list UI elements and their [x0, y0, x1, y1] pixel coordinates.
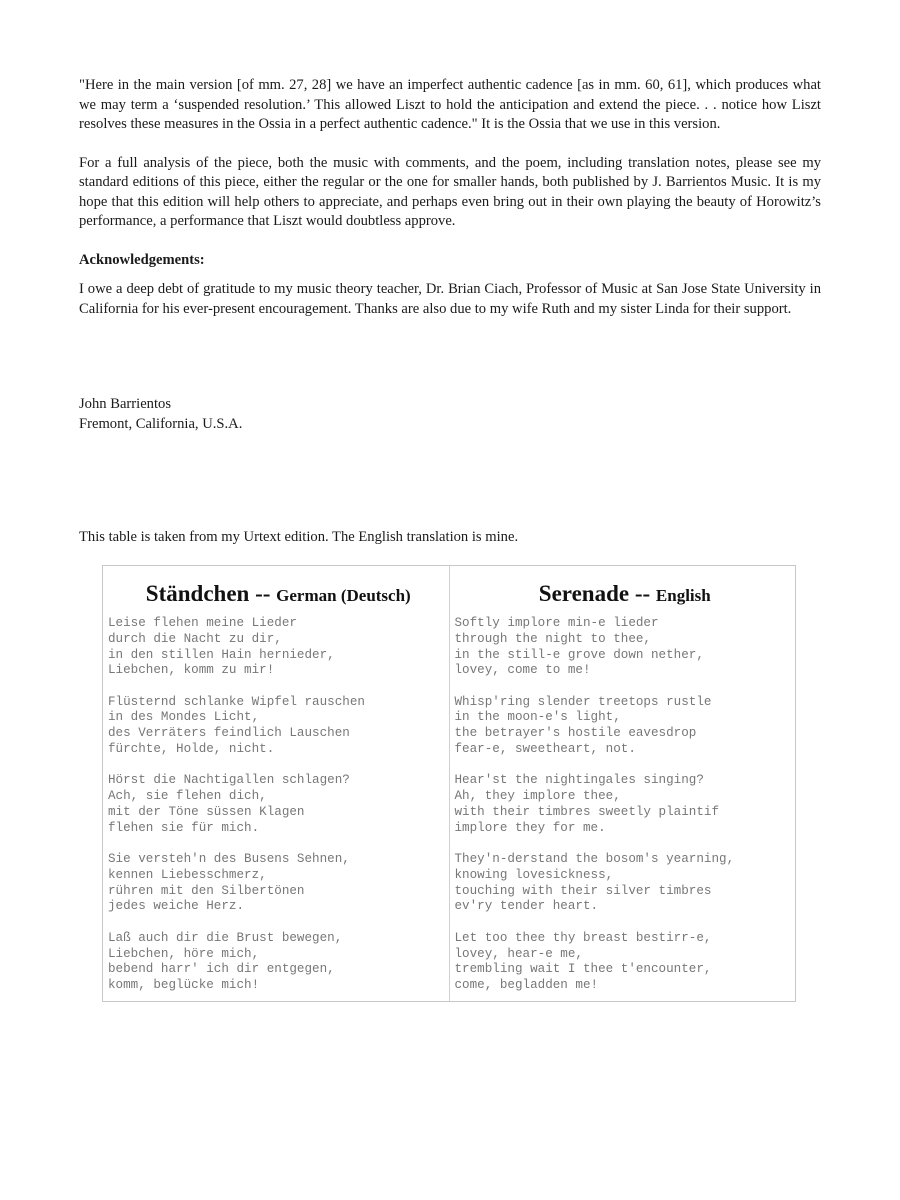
lyric-line: Hear'st the nightingales singing? [454, 773, 704, 788]
english-title-separator: -- [629, 581, 656, 606]
english-stanzas [455, 616, 796, 994]
lyric-line: fürchte, Holde, nicht. [108, 742, 275, 757]
stanza [455, 695, 796, 758]
lyric-line: knowing lovesickness, [454, 867, 614, 882]
lyric-line: jedes weiche Herz. [108, 899, 245, 914]
lyric-line: in the still-e grove down nether, [454, 647, 704, 662]
lyric-line: touching with their silver timbres [454, 883, 712, 898]
lyric-line: rühren mit den Silbertönen [108, 883, 305, 898]
lyrics-translation-table [102, 565, 796, 1002]
lyric-line: kennen Liebesschmerz, [108, 867, 267, 882]
lyric-line: implore they for me. [454, 820, 606, 835]
signature-location: Fremont, California, U.S.A. [79, 415, 243, 432]
lyric-line: lovey, hear-e me, [454, 946, 583, 961]
document-body [79, 76, 821, 319]
stanza [455, 852, 796, 915]
stanza [108, 695, 449, 758]
stanza [455, 773, 796, 836]
lyric-line: Softly implore min-e lieder [454, 616, 659, 630]
stanza [455, 931, 796, 994]
stanza [108, 616, 449, 679]
lyric-line: come, begladden me! [454, 978, 599, 993]
signature-block [79, 395, 242, 434]
lyric-line: Let too thee thy breast bestirr-e, [454, 930, 712, 945]
lyric-line: durch die Nacht zu dir, [108, 631, 282, 646]
stanza [108, 852, 449, 915]
lyric-line: fear-e, sweetheart, not. [454, 742, 636, 757]
stanza [108, 931, 449, 994]
english-column [450, 566, 796, 1001]
english-subtitle: English [655, 586, 711, 605]
german-column [103, 566, 450, 1001]
acknowledgements-paragraph: I owe a deep debt of gratitude to my music theory teacher, Dr. Brian Ciach, Professor of Music at San Jose State University in California for his ever-present encouragement. Thanks are also due to my wife Ruth and my sister Linda for their support. [79, 281, 821, 317]
lyric-line: lovey, come to me! [454, 663, 591, 678]
lyric-line: flehen sie für mich. [108, 820, 260, 835]
lyric-line: through the night to thee, [454, 631, 651, 646]
lyric-line: Leise flehen meine Lieder [108, 616, 297, 630]
english-column-heading [455, 580, 796, 608]
lyric-line: They'n-derstand the bosom's yearning, [454, 852, 735, 867]
lyric-line: in den stillen Hain hernieder, [108, 647, 335, 662]
lyric-line: in des Mondes Licht, [108, 710, 260, 725]
lyric-line: des Verräters feindlich Lauschen [108, 726, 350, 741]
german-subtitle: German (Deutsch) [276, 586, 411, 605]
german-title: Ständchen [145, 581, 250, 606]
lyric-line: Ach, sie flehen dich, [108, 789, 267, 804]
lyric-line: mit der Töne süssen Klagen [108, 804, 305, 819]
lyric-line: bebend harr' ich dir entgegen, [108, 962, 335, 977]
lyric-line: with their timbres sweetly plaintif [454, 804, 720, 819]
english-title: Serenade [538, 581, 630, 606]
lyric-line: trembling wait I thee t'encounter, [454, 962, 712, 977]
lyric-line: Flüsternd schlanke Wipfel rauschen [108, 694, 365, 709]
lyric-line: Laß auch dir die Brust bewegen, [108, 930, 343, 945]
intro-quote-paragraph: "Here in the main version [of mm. 27, 28] we have an imperfect authentic cadence [as in mm. 60, 61], which produces what we may term a ‘suspended resolution.’ This allowed Liszt to hold the anticipation and extend the piece. . . notice how Liszt resolves these measures in the Ossia in a perfect authentic cadence." It is the Ossia that we use in this version. [79, 77, 821, 132]
german-title-separator: -- [249, 581, 277, 606]
lyric-line: in the moon-e's light, [454, 710, 621, 725]
signature-name: John Barrientos [79, 396, 172, 412]
stanza [108, 773, 449, 836]
analysis-paragraph: For a full analysis of the piece, both the music with comments, and the poem, including translation notes, please see my standard editions of this piece, either the regular or the one for smaller hands, both published by J. Barrientos Music. It is my hope that this edition will help others to appreciate, and perhaps even bring out in their own playing the beauty of Horowitz’s performance, a performance that Liszt would doubtless approve. [79, 154, 821, 229]
table-note: This table is taken from my Urtext edition. The English translation is mine. [79, 529, 519, 545]
lyric-line: Whisp'ring slender treetops rustle [454, 694, 712, 709]
german-stanzas [108, 616, 449, 994]
stanza [455, 616, 796, 679]
lyric-line: Liebchen, komm zu mir! [108, 663, 275, 678]
lyric-line: ev'ry tender heart. [454, 899, 599, 914]
german-column-heading [108, 580, 449, 608]
lyric-line: komm, beglücke mich! [108, 978, 260, 993]
lyric-line: Liebchen, höre mich, [108, 946, 260, 961]
lyric-line: Ah, they implore thee, [454, 789, 621, 804]
lyric-line: the betrayer's hostile eavesdrop [454, 726, 697, 741]
lyric-line: Hörst die Nachtigallen schlagen? [108, 773, 350, 788]
lyric-line: Sie versteh'n des Busens Sehnen, [108, 852, 350, 867]
acknowledgements-heading: Acknowledgements: [79, 251, 205, 268]
